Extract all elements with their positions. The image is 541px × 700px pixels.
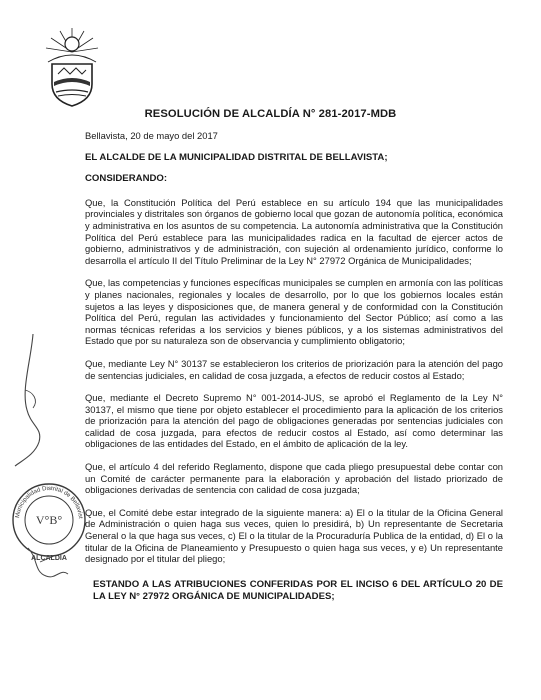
signature-small	[20, 538, 80, 588]
stamp-center-text: V°B°	[35, 513, 63, 527]
stamp-bottom-text: ALCALDÍA	[31, 555, 67, 562]
document-body	[85, 130, 503, 612]
document-date: Bellavista, 20 de mayo del 2017	[85, 130, 218, 141]
page-title: RESOLUCIÓN DE ALCALDÍA N° 281-2017-MDB	[144, 108, 397, 120]
paragraph-3: Que, mediante Ley N° 30137 se establecieron los criterios de priorización para la atención del pago de sentencias judiciales, en calidad de cosa juzgada, a efectos de reducir costos al Estado;	[85, 357, 503, 381]
paragraph-6: Que, el Comité debe estar integrado de la siguiente manera: a) El o la titular de la Oficina General de Administración o quien haga sus veces, quien lo presidirá, b) Un representante de Secretaria General o la que haga sus veces, c) El o la titular de la Procuraduría Publica de la entidad, d) El o la titular de la Oficina de Planeamiento y Presupuesto o quien haga sus veces, y e) Un representante designado por el titular del pliego;	[85, 506, 503, 565]
stamp-top-text: Municipalidad Distrital de Bellavist	[14, 485, 83, 519]
paragraph-4: Que, mediante el Decreto Supremo N° 001-2014-JUS, se aprobó el Reglamento de la Ley N° 30137, el mismo que tiene por objeto establecer el procedimiento para la aplicación de los criterios de priorización para la atención del pago de obligaciones generadas por sentencias judiciales con calidad de cosa juzgada, para efectos de reducir costos al Estado, así como determinar las obligaciones de las entidades del Estado, en el ámbito de aplicación de la ley.	[85, 392, 503, 450]
municipal-seal-icon	[40, 22, 104, 108]
paragraph-1: Que, la Constitución Política del Perú establece en su artículo 194 que las municipalidades provinciales y distritales son órganos de gobierno local que gozan de autonomía política, económica y administrativa en los asuntos de su competencia. La autonomía administrativa que la Constitución Política del Perú establece para las municipalidades radica en la facultad de ejercer actos de gobierno, administrativos y de administración, con sujeción al ordenamiento jurídico, conforme lo desarrolla el artículo II del Título Preliminar de la Ley N° 27972 Orgánica de Municipalidades;	[85, 196, 503, 266]
considering-heading: CONSIDERANDO:	[85, 173, 168, 185]
issuing-authority: EL ALCALDE DE LA MUNICIPALIDAD DISTRITAL DE BELLAVISTA;	[85, 151, 388, 163]
paragraph-2: Que, las competencias y funciones específicas municipales se cumplen en armonía con las políticas y planes nacionales, regionales y locales de desarrollo, por lo que los gobiernos locales están sujetos a las leyes y disposiciones que, de manera general y de conformidad con la Constitución Política del Perú, regulan las actividades y funcionamiento del Sector Público; así como a las normas técnicas referidas a los servicios y bienes públicos, y a los sistemas administrativos del Estado que por su naturaleza son de observancia y cumplimiento obligatorio;	[85, 277, 503, 347]
signature-mark	[3, 330, 53, 470]
closing-statement: ESTANDO A LAS ATRIBUCIONES CONFERIDAS POR EL INCISO 6 DEL ARTÍCULO 20 DE LA LEY N° 27972 ORGÁNICA DE MUNICIPALIDADES;	[93, 578, 503, 602]
paragraph-5: Que, el artículo 4 del referido Reglamento, dispone que cada pliego presupuestal debe contar con un Comité de carácter permanente para la elaboración y aprobación del listado priorizado de obligaciones derivadas de sentencia con calidad de cosa juzgada;	[85, 461, 503, 496]
